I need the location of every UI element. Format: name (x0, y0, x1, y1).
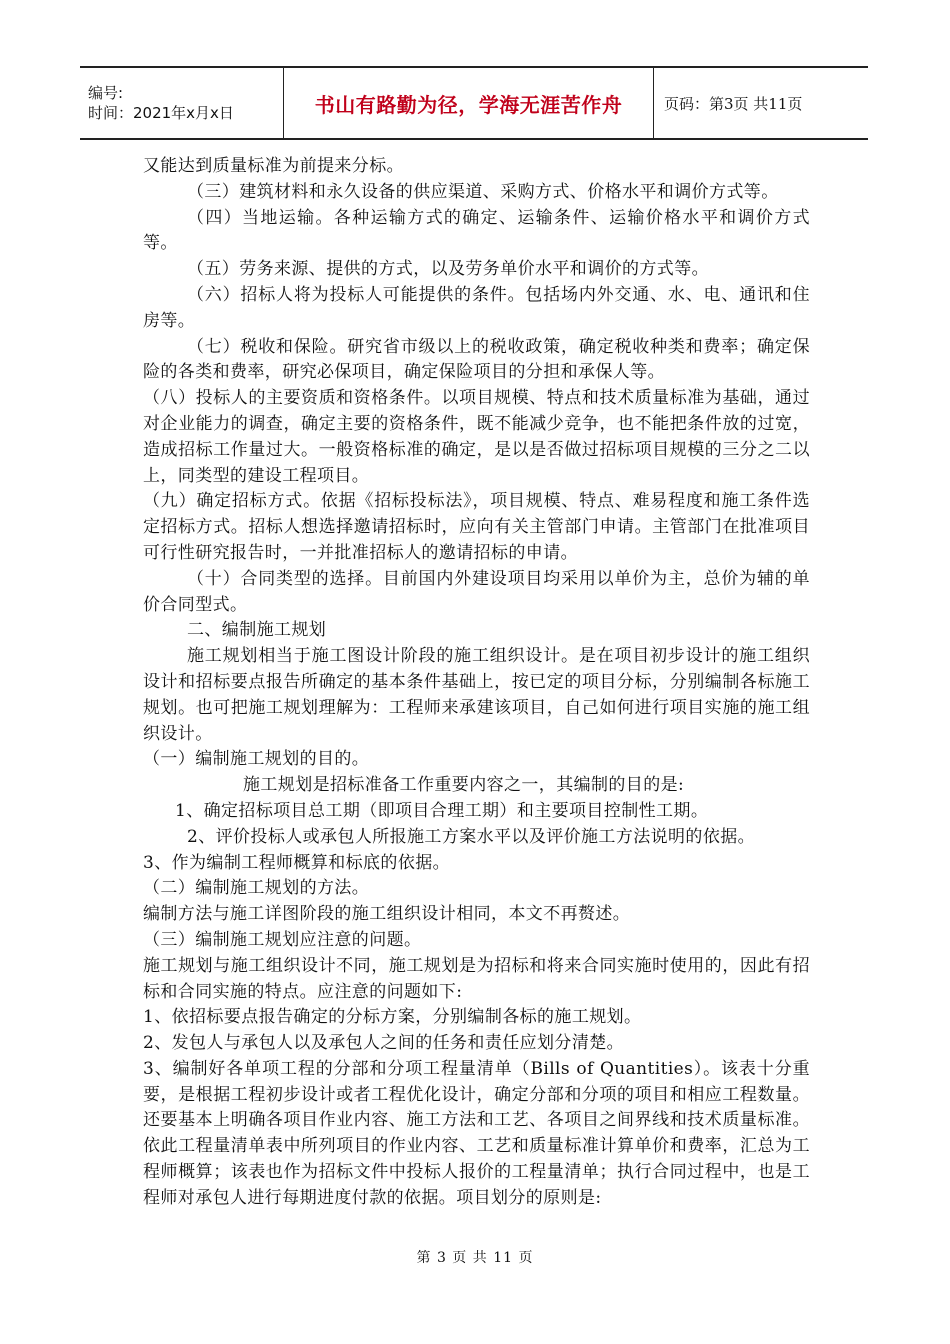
body-paragraph: （三）建筑材料和永久设备的供应渠道、采购方式、价格水平和调价方式等。 (187, 181, 779, 202)
document-body (143, 154, 810, 1212)
body-paragraph: 施工规划相当于施工图设计阶段的施工组织设计。是在项目初步设计的施工组织设计和招标要点报告所确定的基本条件基础上，按已定的项目分标，分别编制各标施工规划。也可把施工规划理解为：工程师来承建该项目，自己如何进行项目实施的施工组织设计。 (143, 646, 810, 744)
body-paragraph: 施工规划与施工组织设计不同，施工规划是为招标和将来合同实施时使用的，因此有招标和合同实施的特点。应注意的问题如下: (143, 955, 810, 1002)
header-motto-cell (284, 68, 654, 138)
body-paragraph: （十）合同类型的选择。目前国内外建设项目均采用以单价为主，总价为辅的单价合同型式。 (143, 568, 810, 615)
body-paragraph: （八）投标人的主要资质和资格条件。以项目规模、特点和技术质量标准为基础，通过对企业能力的调查，确定主要的资格条件，既不能减少竞争，也不能把条件放的过宽，造成招标工作量过大。一般资格标准的确定，是以是否做过招标项目规模的三分之二以上，同类型的建设工程项目。 (143, 388, 810, 486)
body-paragraph: （七）税收和保险。研究省市级以上的税收政策，确定税收种类和费率；确定保险的各类和费率，研究必保项目，确定保险项目的分担和承保人等。 (143, 336, 810, 383)
body-paragraph: 2、评价投标人或承包人所报施工方案水平以及评价施工方法说明的依据。 (187, 826, 756, 847)
body-paragraph: 3、作为编制工程师概算和标底的依据。 (143, 852, 451, 873)
body-paragraph: （二）编制施工规划的方法。 (143, 878, 370, 899)
header-meta-cell (80, 68, 284, 138)
body-paragraph: 二、编制施工规划 (187, 620, 327, 641)
body-paragraph: （四）当地运输。各种运输方式的确定、运输条件、运输价格水平和调价方式等。 (143, 207, 810, 254)
body-paragraph: 施工规划是招标准备工作重要内容之一，其编制的目的是: (243, 775, 685, 796)
document-number-label: 编号: (88, 84, 124, 102)
body-paragraph: 3、编制好各单项工程的分部和分项工程量清单（Bills of Quantities）。该表十分重要，是根据工程初步设计或者工程优化设计，确定分部和分项的项目和相应工程数量。还要基本上明确各项目作业内容、施工方法和工艺、各项目之间界线和技术质量标准。依此工程量清单表中所列项目的作业内容、工艺和质量标准计算单价和费率，汇总为工程师概算；该表也作为招标文件中投标人报价的工程量清单；执行合同过程中，也是工程师对承包人进行每期进度付款的依据。项目划分的原则是: (143, 1058, 810, 1208)
body-paragraph: （五）劳务来源、提供的方式，以及劳务单价水平和调价的方式等。 (187, 259, 709, 280)
footer-page-number: 第 3 页 共 11 页 (416, 1250, 534, 1266)
header-page-cell (654, 68, 868, 138)
header-page-info: 页码：第3页 共11页 (664, 94, 803, 113)
body-paragraph: （三）编制施工规划应注意的问题。 (143, 929, 422, 950)
page-footer (0, 1247, 950, 1267)
body-paragraph: 编制方法与施工详图阶段的施工组织设计相同，本文不再赘述。 (143, 904, 631, 925)
body-paragraph: 1、确定招标项目总工期（即项目合理工期）和主要项目控制性工期。 (175, 800, 709, 821)
body-paragraph: 1、依招标要点报告确定的分标方案，分别编制各标的施工规划。 (143, 1007, 642, 1028)
body-paragraph: （一）编制施工规划的目的。 (143, 749, 370, 770)
body-paragraph: 又能达到质量标准为前提来分标。 (143, 156, 404, 176)
document-time-label: 时间：2021年x月x日 (88, 104, 234, 122)
body-paragraph: （六）招标人将为投标人可能提供的条件。包括场内外交通、水、电、通讯和住房等。 (143, 284, 810, 331)
body-paragraph: 2、发包人与承包人以及承包人之间的任务和责任应划分清楚。 (143, 1033, 625, 1054)
body-paragraph: （九）确定招标方式。依据《招标投标法》，项目规模、特点、难易程度和施工条件选定招标方式。招标人想选择邀请招标时，应向有关主管部门申请。主管部门在批准项目可行性研究报告时，一并批准招标人的邀请招标的申请。 (143, 491, 810, 563)
header-motto: 书山有路勤为径，学海无涯苦作舟 (314, 92, 623, 117)
document-header (80, 66, 868, 140)
